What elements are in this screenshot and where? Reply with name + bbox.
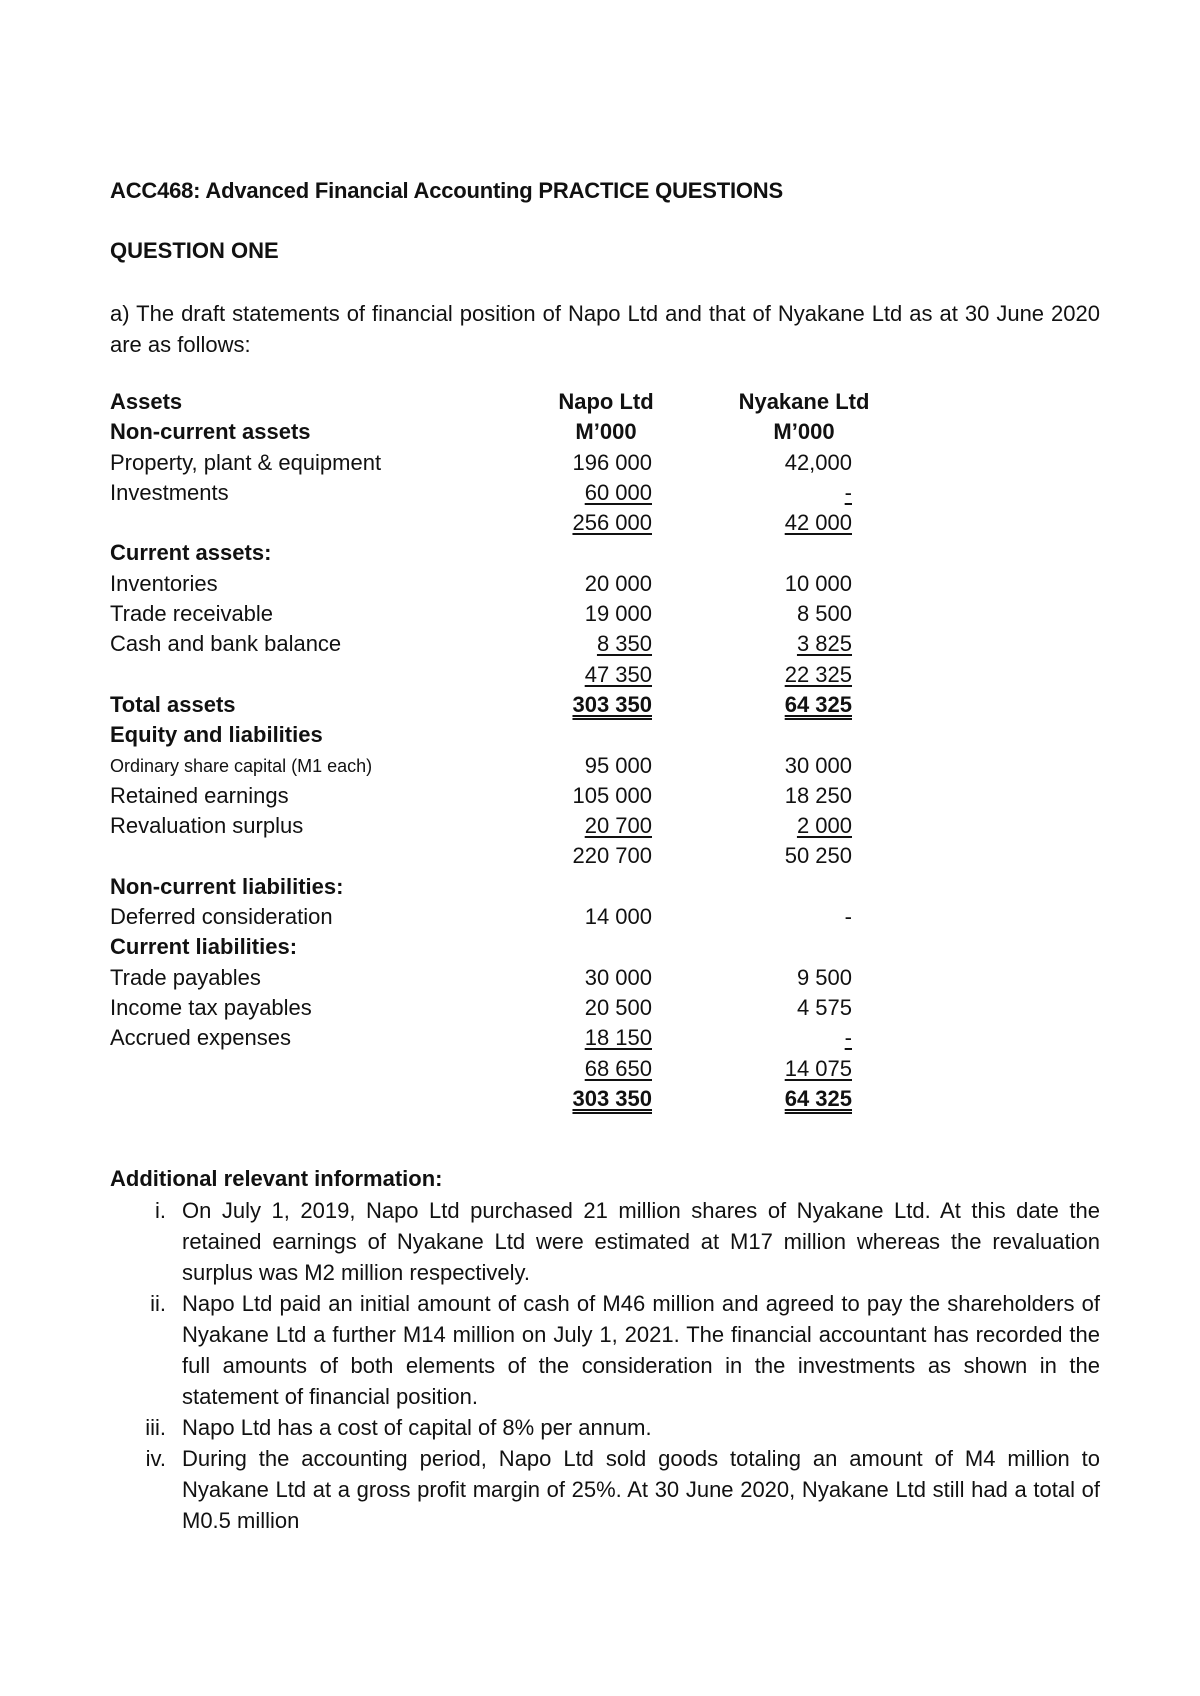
statement-row <box>110 508 890 538</box>
row-label: Current assets: <box>110 540 272 566</box>
napo-value: 105 000 <box>572 782 652 808</box>
napo-value: 47 350 <box>584 661 652 687</box>
row-label: Accrued expenses <box>110 1025 291 1051</box>
nyakane-value: 50 250 <box>784 843 852 869</box>
info-list-item <box>110 1288 1100 1412</box>
statement-row <box>110 417 890 447</box>
row-label: Trade payables <box>110 964 261 990</box>
statement-row <box>110 963 890 993</box>
statement-row <box>110 569 890 599</box>
napo-value: 14 000 <box>584 904 652 930</box>
list-numeral: i. <box>155 1198 166 1223</box>
statement-row <box>110 993 890 1023</box>
list-text: Napo Ltd paid an initial amount of cash of M46 million and agreed to pay the shareholders of Nyakane Ltd a further M14 million on July 1, 2021. The financial accountant has recorded the full amounts of both elements of the consideration in the investments as shown in the statement of financial position. <box>182 1291 1100 1409</box>
nyakane-value: 2 000 <box>796 813 852 839</box>
list-numeral: iii. <box>145 1415 166 1440</box>
row-label: Ordinary share capital (M1 each) <box>110 755 373 776</box>
napo-value: 95 000 <box>584 752 652 778</box>
question-intro: a) The draft statements of financial position of Napo Ltd and that of Nyakane Ltd as at 30 June 2020 are as follows: <box>110 301 1100 357</box>
napo-value: 220 700 <box>572 843 652 869</box>
statement-row <box>110 872 890 902</box>
row-label: Property, plant & equipment <box>110 449 382 475</box>
nyakane-value: 14 075 <box>784 1055 852 1081</box>
row-label: Current liabilities: <box>110 934 298 960</box>
question-heading: QUESTION ONE <box>110 238 279 263</box>
statement-row <box>110 599 890 629</box>
nyakane-value: - <box>844 479 852 505</box>
statement-row <box>110 690 890 720</box>
info-list-item <box>110 1443 1100 1536</box>
row-label: Deferred consideration <box>110 904 333 930</box>
statement-row <box>110 387 890 417</box>
row-label: Equity and liabilities <box>110 722 323 748</box>
statement-row <box>110 538 890 568</box>
nyakane-value: - <box>844 904 852 930</box>
row-label: Trade receivable <box>110 601 274 627</box>
statement-row <box>110 841 890 871</box>
row-label: Retained earnings <box>110 782 289 808</box>
statement-row <box>110 1054 890 1084</box>
napo-value: 60 000 <box>584 479 652 505</box>
napo-value: 68 650 <box>584 1055 652 1081</box>
napo-value: 20 700 <box>584 813 652 839</box>
statement-row <box>110 660 890 690</box>
nyakane-value: 30 000 <box>784 752 852 778</box>
napo-value: 30 000 <box>584 964 652 990</box>
additional-info-list <box>110 1195 1100 1536</box>
row-label: Non-current assets <box>110 419 311 445</box>
nyakane-value: M’000 <box>773 419 835 445</box>
statement-row <box>110 1084 890 1114</box>
napo-value: 196 000 <box>572 449 652 475</box>
row-label: Cash and bank balance <box>110 631 342 657</box>
list-text: Napo Ltd has a cost of capital of 8% per annum. <box>182 1415 652 1440</box>
nyakane-value: 22 325 <box>784 661 852 687</box>
document-title: ACC468: Advanced Financial Accounting PRACTICE QUESTIONS <box>110 178 783 203</box>
nyakane-value: 64 325 <box>784 691 852 717</box>
row-label: Income tax payables <box>110 994 312 1020</box>
info-list-item <box>110 1195 1100 1288</box>
row-label: Inventories <box>110 570 218 596</box>
list-numeral: ii. <box>150 1291 166 1316</box>
napo-value: 20 000 <box>584 570 652 596</box>
napo-value: 19 000 <box>584 601 652 627</box>
row-label: Total assets <box>110 691 236 717</box>
nyakane-value: 8 500 <box>796 601 852 627</box>
nyakane-value: 18 250 <box>784 782 852 808</box>
statement-row <box>110 751 890 781</box>
nyakane-value: 64 325 <box>784 1085 852 1111</box>
list-text: During the accounting period, Napo Ltd sold goods totaling an amount of M4 million to Nyakane Ltd at a gross profit margin of 25%. At 30 June 2020, Nyakane Ltd still had a total of M0.5 million <box>182 1446 1100 1533</box>
statement-row <box>110 1023 890 1053</box>
nyakane-value: 4 575 <box>796 994 852 1020</box>
list-text: On July 1, 2019, Napo Ltd purchased 21 million shares of Nyakane Ltd. At this date the retained earnings of Nyakane Ltd were estimated at M17 million whereas the revaluation surplus was M2 million respectively. <box>182 1198 1100 1285</box>
financial-statement-table <box>110 387 890 1114</box>
column-header-nyakane: Nyakane Ltd <box>738 389 870 414</box>
nyakane-value: 9 500 <box>796 964 852 990</box>
row-label: Investments <box>110 479 229 505</box>
napo-value: 256 000 <box>572 510 652 536</box>
statement-row <box>110 629 890 659</box>
row-label: Revaluation surplus <box>110 813 304 839</box>
statement-row <box>110 448 890 478</box>
statement-row <box>110 478 890 508</box>
info-list-item <box>110 1412 1100 1443</box>
napo-value: 303 350 <box>572 691 652 717</box>
nyakane-value: 3 825 <box>796 631 852 657</box>
list-numeral: iv. <box>145 1446 166 1471</box>
row-label: Non-current liabilities: <box>110 873 344 899</box>
statement-row <box>110 932 890 962</box>
nyakane-value: 42,000 <box>784 449 852 475</box>
napo-value: M’000 <box>575 419 637 445</box>
statement-row <box>110 902 890 932</box>
napo-value: 18 150 <box>584 1025 652 1051</box>
nyakane-value: - <box>844 1025 852 1051</box>
nyakane-value: 10 000 <box>784 570 852 596</box>
napo-value: 303 350 <box>572 1085 652 1111</box>
nyakane-value: 42 000 <box>784 510 852 536</box>
column-header-napo: Napo Ltd <box>558 389 654 414</box>
statement-row <box>110 720 890 750</box>
napo-value: 8 350 <box>596 631 652 657</box>
additional-info-heading: Additional relevant information: <box>110 1166 443 1191</box>
napo-value: 20 500 <box>584 994 652 1020</box>
statement-row <box>110 811 890 841</box>
row-label: Assets <box>110 389 183 414</box>
statement-row <box>110 781 890 811</box>
